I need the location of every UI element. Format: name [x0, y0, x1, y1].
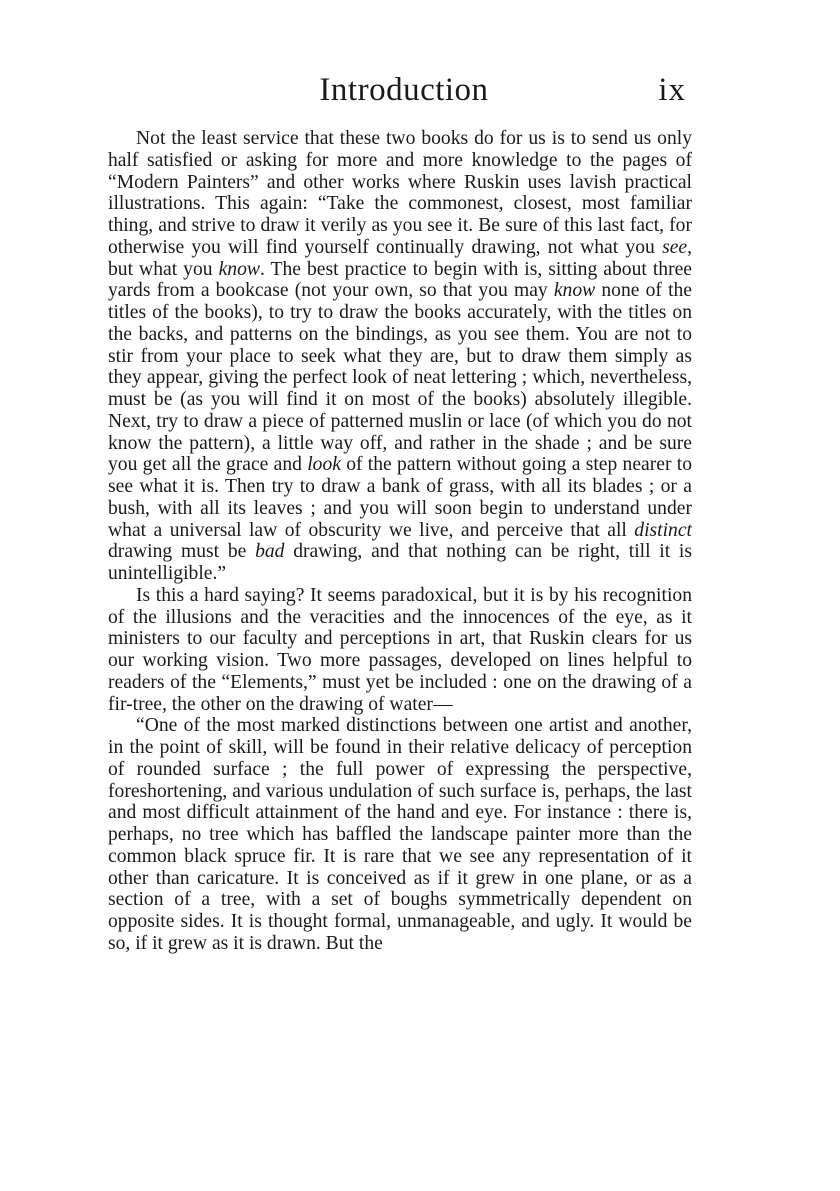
text-run: drawing, and that nothing can be right, till it is unintelligible.”: [108, 541, 692, 584]
text-run: . The best practice to begin with is, sitting about three yards from a bookcase (not your own, so that you may: [108, 258, 692, 302]
text-run: Not the least service that these two books do for us is to send us only half satisfied or asking for more and more knowledge to the pages of “Modern Painters” and other works where Ruskin uses lavish practical illustrations. This again: “Take the commonest, closest, most familiar thing, and strive to draw it verily as you see it. Be sure of this last fact, for otherwise you will find yourself continually drawing, not what you: [108, 128, 692, 258]
text-run: of the pattern without going a step nearer to see what it is. Then try to draw a bank of grass, with all its blades ; or a bush, with all its leaves ; and you will soon begin to understand under what a universal law of obscurity we live, and perceive that all: [108, 454, 692, 541]
paragraph-2: [108, 585, 692, 716]
running-head: [110, 72, 690, 122]
italic-word-look: look: [307, 454, 341, 476]
page-title: Introduction: [319, 72, 489, 108]
italic-word-distinct: distinct: [634, 519, 692, 541]
italic-word-bad: bad: [255, 541, 285, 563]
body-text: [108, 128, 692, 955]
text-run: Is this a hard saying? It seems paradoxical, but it is by his recognition of the illusions and the veracities and the innocences of the eye, as it ministers to our faculty and perceptions in art, that Ruskin clears for us our working vision. Two more passages, developed on lines helpful to readers of the “Elements,” must yet be included : one on the drawing of a fir-tree, the other on the drawing of water—: [108, 584, 692, 715]
italic-word-know: know: [218, 258, 260, 280]
italic-word-know: know: [553, 280, 596, 302]
italic-word-see: see: [662, 236, 688, 258]
text-run: none of the titles of the books), to try to draw the books accurately, with the titles on the backs, and patterns on the bindings, as you see them. You are not to stir from your place to seek what they are, but to draw them simply as they appear, giving the perfect look of neat lettering ; which, nevertheless, must be (as you will find it on most of the books) absolutely illegible. Next, try to draw a piece of patterned muslin or lace (of which you do not know the pattern), a little way off, and rather in the shade ; and be sure you get all the grace and: [108, 280, 693, 476]
text-run: “One of the most marked distinctions between one artist and another, in the point of skill, will be found in their relative delicacy of perception of rounded surface ; the full power of expressing the perspective, foreshortening, and various undulation of such surface is, perhaps, the last and most difficult attainment of the hand and eye. For instance : there is, perhaps, no tree which has baffled the landscape painter more than the common black spruce fir. It is rare that we see any representation of it other than caricature. It is conceived as if it grew in one plane, or as a section of a tree, with a set of boughs symmetrically dependent on opposite sides. It is thought formal, unmanageable, and ugly. It would be so, if it grew as it is drawn. But the: [108, 715, 692, 954]
paragraph-3: [108, 715, 692, 954]
page-number: ix: [658, 72, 686, 108]
text-run: , but what you: [108, 236, 692, 280]
paragraph-1: [108, 128, 692, 585]
text-run: drawing must be: [108, 541, 256, 563]
